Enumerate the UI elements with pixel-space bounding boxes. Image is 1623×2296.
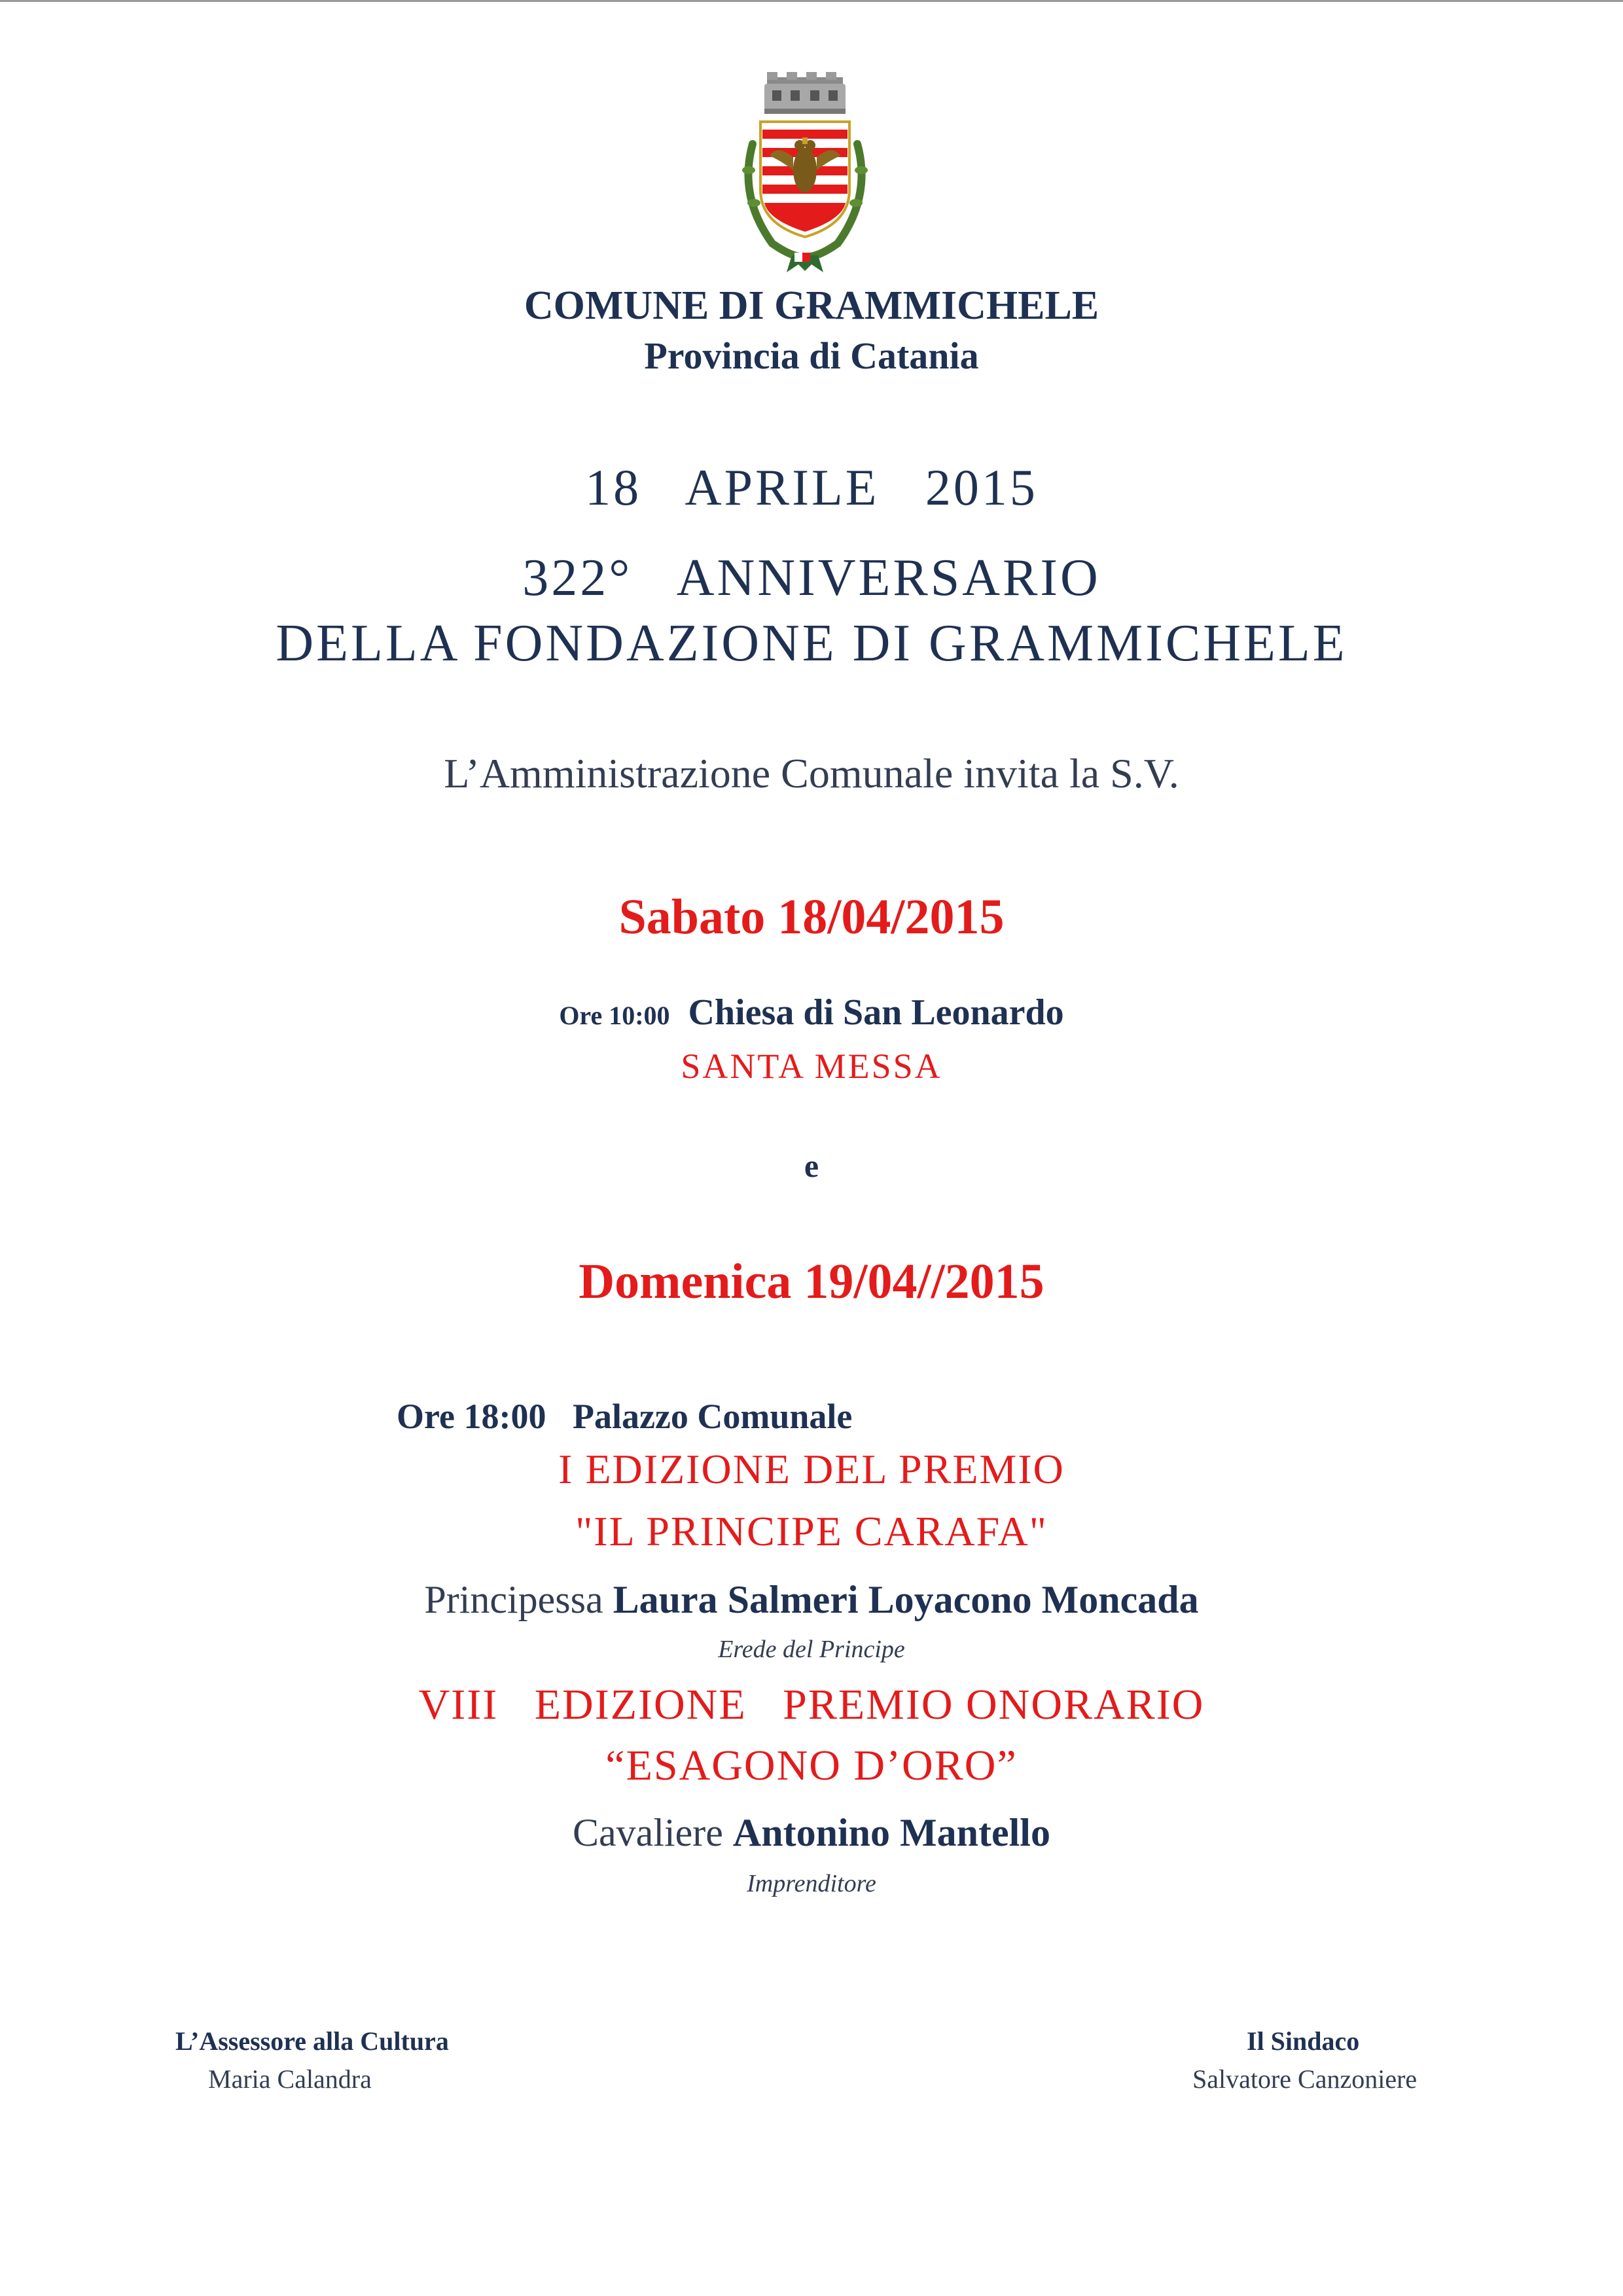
award2-recipient [0,1810,1623,1856]
award1-recipient-role: Erede del Principe [718,1636,905,1663]
award2-recipient-name: Antonino Mantello [732,1811,1050,1854]
day2-schedule [397,1396,852,1437]
award1-recipient-title: Principessa [424,1578,603,1621]
conjunction: e [804,1147,819,1184]
award1-recipient-name: Laura Salmeri Loyacono Moncada [613,1578,1199,1621]
award1-title-line2: "IL PRINCIPE CARAFA" [575,1508,1048,1554]
award2-recipient-title: Cavaliere [573,1811,723,1854]
signature-left-title: L’Assessore alla Cultura [175,2026,449,2056]
municipality-name: COMUNE DI GRAMMICHELE [524,283,1099,328]
top-rule [0,0,1623,2]
province-name: Provincia di Catania [644,334,979,377]
day2-time: Ore 18:00 [397,1397,546,1436]
invitation-text: L’Amministrazione Comunale invita la S.V. [444,750,1179,797]
day1-place: Chiesa di San Leonardo [688,992,1064,1033]
anniversary-subtitle: DELLA FONDAZIONE DI GRAMMICHELE [276,615,1347,672]
signature-left-name: Maria Calandra [208,2064,372,2094]
award2-title-line2: “ESAGONO D’ORO” [605,1742,1018,1789]
day1-schedule [0,992,1623,1033]
day1-event: SANTA MESSA [681,1047,942,1086]
day2-date: Domenica 19/04//2015 [579,1254,1044,1309]
day1-date: Sabato 18/04/2015 [618,889,1005,944]
award2-title-line1: VIII EDIZIONE PREMIO ONORARIO [418,1681,1205,1729]
signature-right-title: Il Sindaco [1247,2026,1360,2056]
event-date-title: 18 APRILE 2015 [585,459,1038,516]
anniversary-title: 322° ANNIVERSARIO [522,549,1101,607]
day1-time: Ore 10:00 [559,1001,670,1030]
award1-recipient [0,1577,1623,1623]
award1-title-line1: I EDIZIONE DEL PREMIO [558,1446,1065,1492]
award2-recipient-role: Imprenditore [747,1870,876,1897]
signature-right-name: Salvatore Canzoniere [1192,2064,1418,2094]
coat-of-arms-icon [726,72,883,275]
day2-place: Palazzo Comunale [572,1397,853,1436]
